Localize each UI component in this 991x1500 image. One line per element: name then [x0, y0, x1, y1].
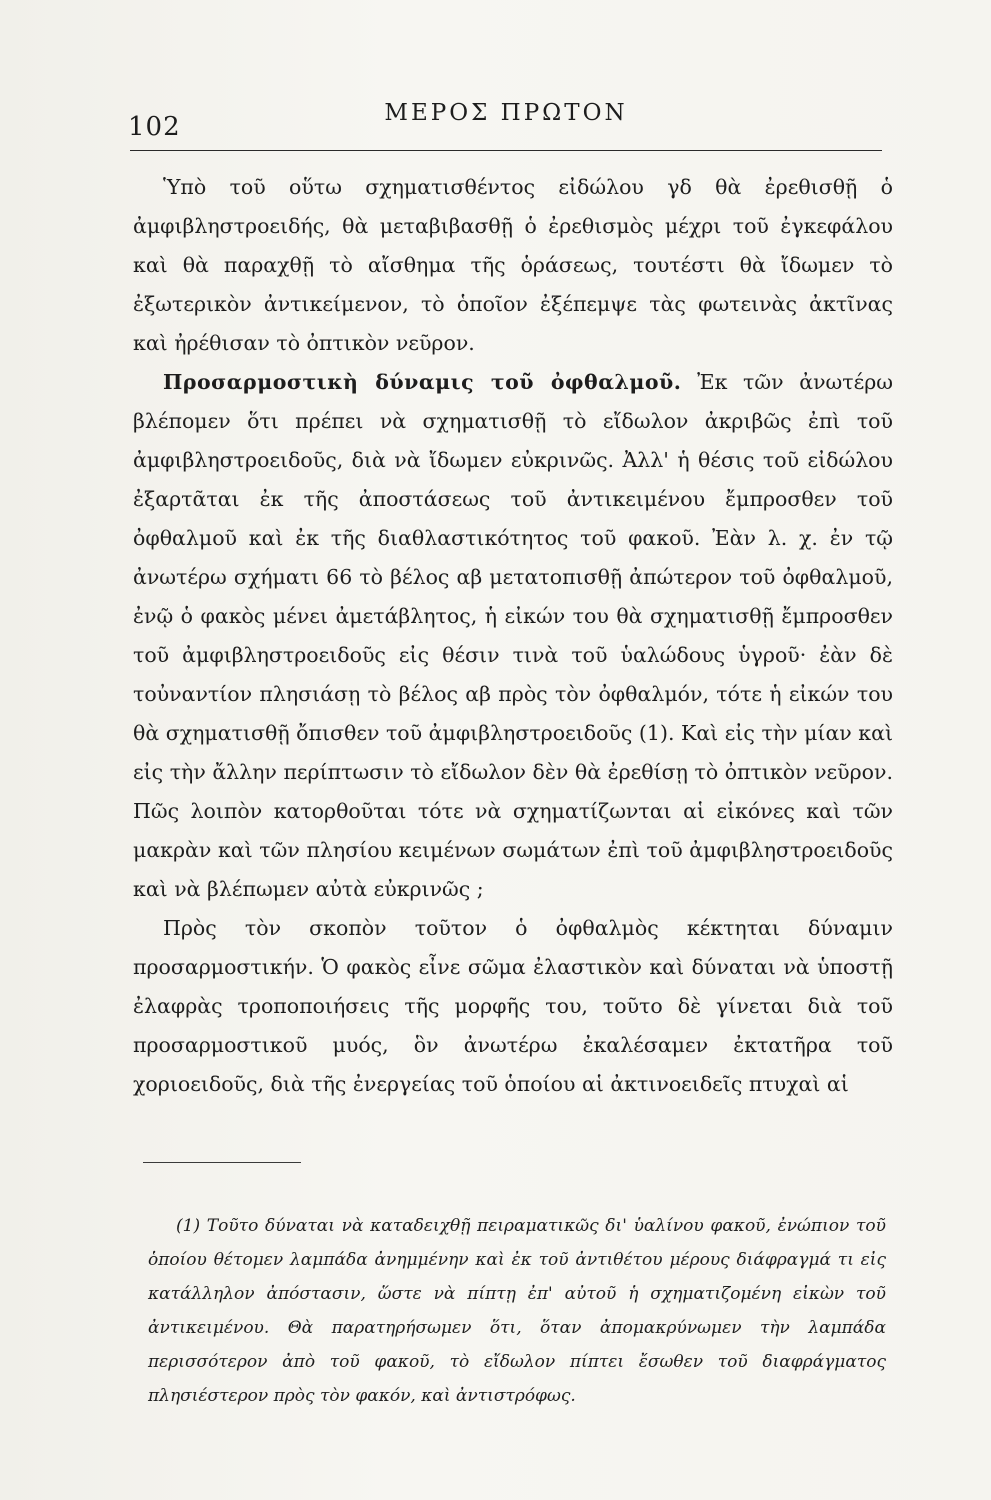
section-title: Προσαρμοστικὴ δύναμις τοῦ ὀφθαλμοῦ.	[163, 370, 682, 394]
paragraph-2	[133, 363, 893, 909]
paragraph-1: Ὑπὸ τοῦ οὕτω σχηματισθέντος εἰδώλου γδ θὰ ἐρεθισθῇ ὁ ἀμφιβληστροειδής, θὰ μεταβιβασθῇ ὁ ἐρεθισμὸς μέχρι τοῦ ἐγκεφάλου καὶ θὰ παραχθῇ τὸ αἴσθημα τῆς ὁράσεως, τουτέστι θὰ ἴδωμεν τὸ ἐξωτερικὸν ἀντικείμενον, τὸ ὁποῖον ἐξέπεμψε τὰς φωτεινὰς ἀκτῖνας καὶ ἠρέθισαν τὸ ὀπτικὸν νεῦρον.	[133, 175, 893, 355]
paragraph-3: Πρὸς τὸν σκοπὸν τοῦτον ὁ ὀφθαλμὸς κέκτηται δύναμιν προσαρμοστικήν. Ὁ φακὸς εἶνε σῶμα ἐλαστικὸν καὶ δύναται νὰ ὑποστῇ ἐλαφρὰς τροποποιήσεις τῆς μορφῆς του, τοῦτο δὲ γίνεται διὰ τοῦ προσαρμοστικοῦ μυός, ὃν ἀνωτέρω ἐκαλέσαμεν ἐκτατῆρα τοῦ χοριοειδοῦς, διὰ τῆς ἐνεργείας τοῦ ὁποίου αἱ ἀκτινοειδεῖς πτυχαὶ αἱ	[133, 916, 893, 1096]
footnote-divider	[143, 1162, 301, 1163]
header-divider	[130, 150, 882, 151]
page-number: 102	[128, 112, 181, 142]
running-title: ΜΕΡΟΣ ΠΡΩΤΟΝ	[384, 100, 628, 126]
main-text	[133, 168, 893, 1104]
footnote: (1) Τοῦτο δύναται νὰ καταδειχθῇ πειραματικῶς δι' ὑαλίνου φακοῦ, ἐνώπιον τοῦ ὁποίου θέτομεν λαμπάδα ἀνημμένην καὶ ἐκ τοῦ ἀντιθέτου μέρους διάφραγμά τι εἰς κατάλληλον ἀπόστασιν, ὥστε νὰ πίπτῃ ἐπ' αὐτοῦ ἡ σχηματιζομένη εἰκὼν τοῦ ἀντικειμένου. Θὰ παρατηρήσωμεν ὅτι, ὅταν ἀπομακρύνωμεν τὴν λαμπάδα περισσότερον ἀπὸ τοῦ φακοῦ, τὸ εἴδωλον πίπτει ἔσωθεν τοῦ διαφράγματος πλησιέστερον πρὸς τὸν φακόν, καὶ ἀντιστρόφως.	[148, 1216, 886, 1406]
paragraph-2-text: Ἐκ τῶν ἀνωτέρω βλέπομεν ὅτι πρέπει νὰ σχηματισθῇ τὸ εἴδωλον ἀκριβῶς ἐπὶ τοῦ ἀμφιβληστροειδοῦς, διὰ νὰ ἴδωμεν εὐκρινῶς. Ἀλλ' ἡ θέσις τοῦ εἰδώλου ἐξαρτᾶται ἐκ τῆς ἀποστάσεως τοῦ ἀντικειμένου ἔμπροσθεν τοῦ ὀφθαλμοῦ καὶ ἐκ τῆς διαθλαστικότητος τοῦ φακοῦ. Ἐὰν λ. χ. ἐν τῷ ἀνωτέρω σχήματι 66 τὸ βέλος αβ μετατοπισθῇ ἀπώτερον τοῦ ὀφθαλμοῦ, ἐνῷ ὁ φακὸς μένει ἀμετάβλητος, ἡ εἰκών του θὰ σχηματισθῇ ἔμπροσθεν τοῦ ἀμφιβληστροειδοῦς εἰς θέσιν τινὰ τοῦ ὑαλώδους ὑγροῦ· ἐὰν δὲ τοὐναντίον πλησιάσῃ τὸ βέλος αβ πρὸς τὸν ὀφθαλμόν, τότε ἡ εἰκών του θὰ σχηματισθῇ ὄπισθεν τοῦ ἀμφιβληστροειδοῦς (1). Καὶ εἰς τὴν μίαν καὶ εἰς τὴν ἄλλην περίπτωσιν τὸ εἴδωλον δὲν θὰ ἐρεθίσῃ τὸ ὀπτικὸν νεῦρον. Πῶς λοιπὸν κατορθοῦται τότε νὰ σχηματίζωνται αἱ εἰκόνες καὶ τῶν μακρὰν καὶ τῶν πλησίου κειμένων σωμάτων ἐπὶ τοῦ ἀμφιβληστροειδοῦς καὶ νὰ βλέπωμεν αὐτὰ εὐκρινῶς ;	[133, 370, 893, 901]
page-header	[128, 100, 884, 140]
